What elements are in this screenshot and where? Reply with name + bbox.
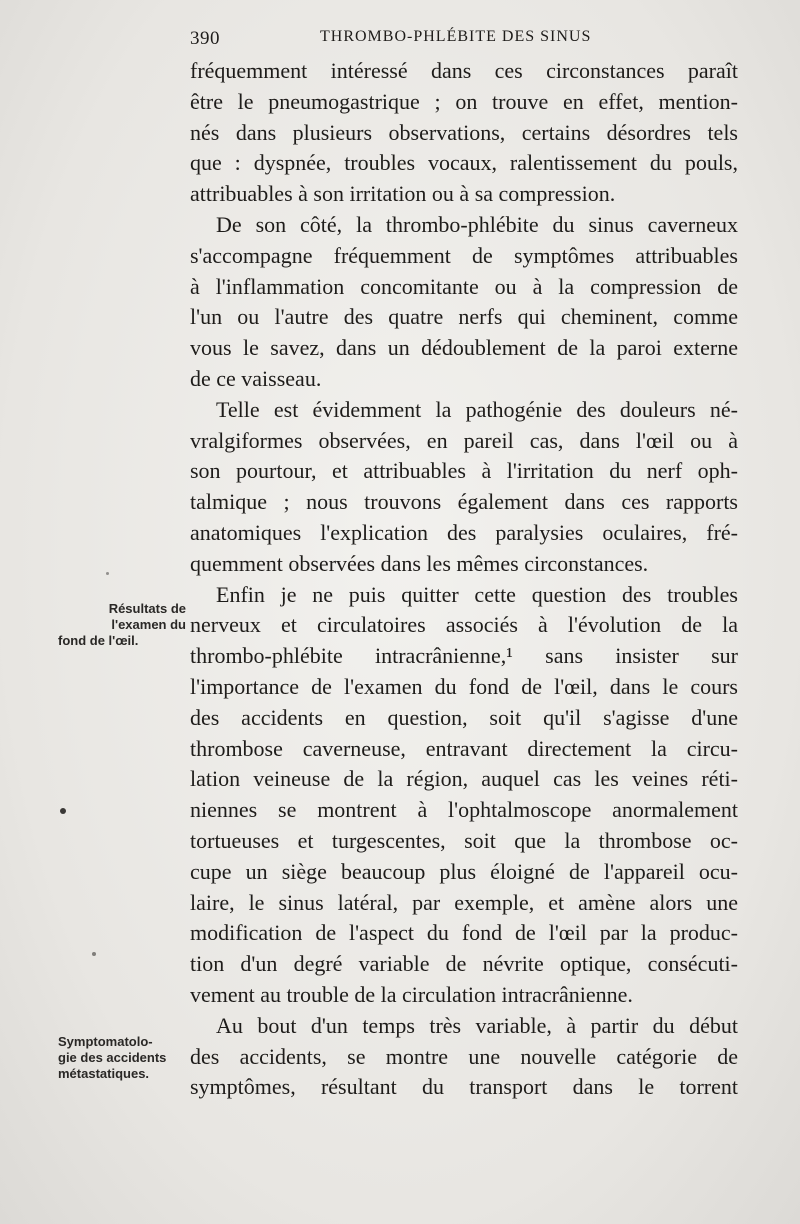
margin-note-fundus [58, 601, 186, 649]
paragraph [190, 580, 738, 1011]
margin-note-symptoms [58, 1034, 186, 1082]
text-line: anatomiques l'explication des paralysies oculaires, fré- [190, 519, 738, 545]
text-line: des accidents, se montre une nouvelle catégorie de [190, 1043, 738, 1069]
margin-note-line: métastatiques. [58, 1066, 150, 1081]
text-line: lation veineuse de la région, auquel cas les veines réti- [190, 766, 738, 792]
text-line: s'accompagne fréquemment de symptômes attribuables [190, 242, 738, 268]
text-line: thrombo-phlébite intracrânienne,¹ sans insister sur [190, 643, 738, 669]
text-line: fréquemment intéressé dans ces circonstances paraît [190, 58, 738, 83]
text-line: être le pneumogastrique ; on trouve en effet, mention- [190, 88, 738, 114]
text-line: vralgiformes observées, en pareil cas, dans l'œil ou à [190, 427, 738, 453]
margin-note-line: Résultats de [108, 601, 186, 616]
text-line: tortueuses et turgescentes, soit que la thrombose oc- [190, 827, 738, 853]
margin-note-line: fond de l'œil. [58, 633, 139, 648]
text-line: vement au trouble de la circulation intracrânienne. [190, 981, 633, 1007]
text-line: Au bout d'un temps très variable, à partir du début [216, 1012, 738, 1038]
margin-note-line: gie des accidents [58, 1050, 167, 1065]
page-number: 390 [190, 28, 220, 49]
text-line: niennes se montrent à l'ophtalmoscope anormalement [190, 797, 738, 823]
text-line: De son côté, la thrombo-phlébite du sinus caverneux [216, 211, 738, 237]
text-line: de ce vaisseau. [190, 365, 322, 391]
ink-spot [60, 808, 66, 814]
text-line: symptômes, résultant du transport dans le torrent [190, 1074, 738, 1100]
text-line: l'importance de l'examen du fond de l'œil, dans le cours [190, 673, 738, 699]
running-title: THROMBO-PHLÉBITE DES SINUS [320, 28, 592, 45]
text-line: attribuables à son irritation ou à sa compression. [190, 181, 616, 207]
text-line: que : dyspnée, troubles vocaux, ralentissement du pouls, [190, 150, 738, 176]
paragraph [190, 56, 738, 210]
text-line: laire, le sinus latéral, par exemple, et amène alors une [190, 889, 738, 915]
text-line: vous le savez, dans un dédoublement de la paroi externe [190, 335, 738, 361]
text-line: cupe un siège beaucoup plus éloigné de l'appareil ocu- [190, 858, 738, 884]
text-line: des accidents en question, soit qu'il s'agisse d'une [190, 704, 738, 730]
ink-spot [92, 952, 96, 956]
ink-spot [106, 572, 109, 575]
paragraph [190, 1011, 738, 1103]
text-line: à l'inflammation concomitante ou à la compression de [190, 273, 738, 299]
text-line: modification de l'aspect du fond de l'œil par la produc- [190, 920, 738, 946]
text-line: son pourtour, et attribuables à l'irritation du nerf oph- [190, 458, 738, 484]
paragraph [190, 210, 738, 395]
text-line: nés dans plusieurs observations, certains désordres tels [190, 119, 738, 145]
margin-note-line: Symptomatolo- [58, 1034, 153, 1049]
text-line: thrombose caverneuse, entravant directement la circu- [190, 735, 738, 761]
text-line: talmique ; nous trouvons également dans ces rapports [190, 489, 738, 515]
text-line: quemment observées dans les mêmes circonstances. [190, 550, 649, 576]
paragraph [190, 395, 738, 580]
text-line: tion d'un degré variable de névrite optique, consécuti- [190, 951, 738, 977]
text-line: l'un ou l'autre des quatre nerfs qui cheminent, comme [190, 304, 738, 330]
text-line: nerveux et circulatoires associés à l'évolution de la [190, 612, 738, 638]
body-text [190, 56, 738, 1103]
running-head [190, 24, 740, 48]
text-line: Telle est évidemment la pathogénie des douleurs né- [216, 396, 738, 422]
margin-note-line: l'examen du [111, 617, 186, 632]
text-line: Enfin je ne puis quitter cette question des troubles [216, 581, 738, 607]
